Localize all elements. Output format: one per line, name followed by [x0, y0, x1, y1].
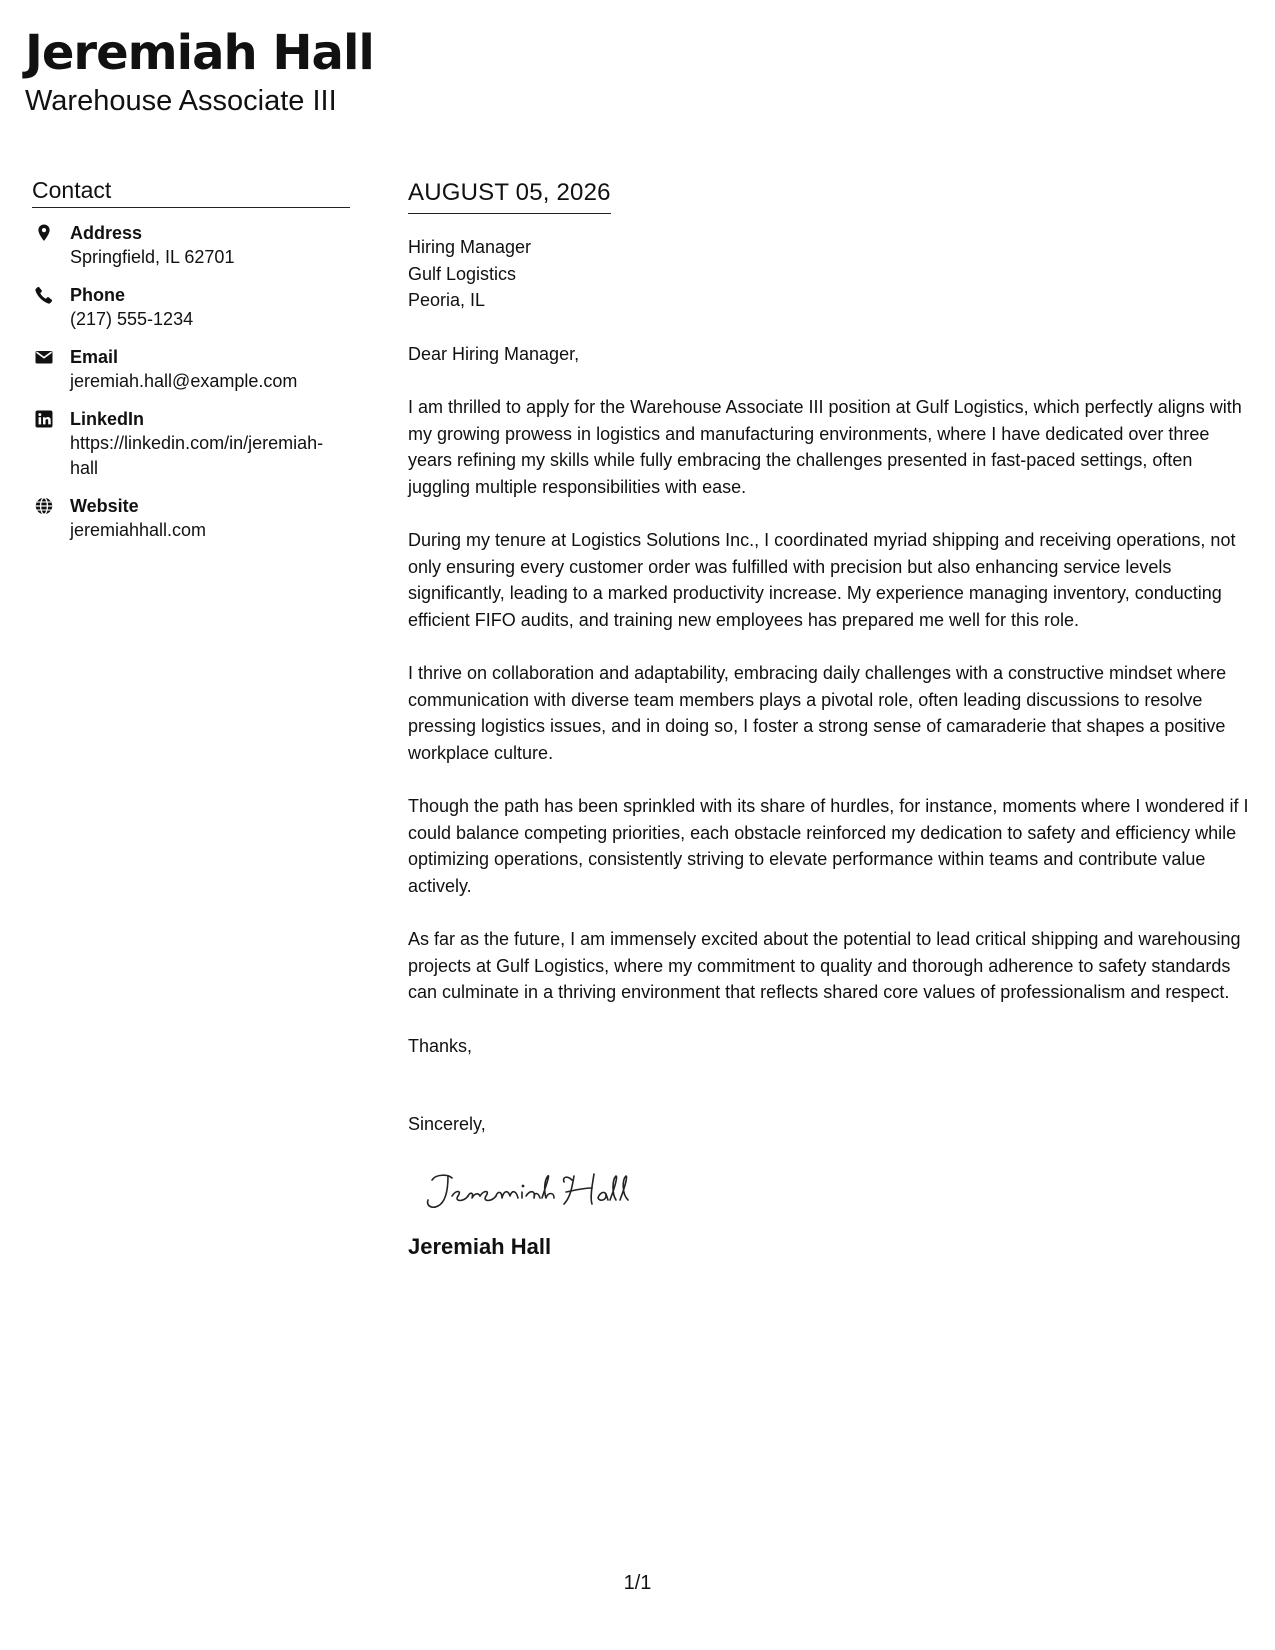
signer-name: Jeremiah Hall [408, 1233, 552, 1259]
letter-paragraph: As far as the future, I am immensely excited about the potential to lead critical shipping and warehousing projects at Gulf Logistics, where my commitment to quality and thorough adherence to safety standards can culminate in a thriving environment that reflects shared core values of professionalism and respect. [408, 929, 1241, 1002]
recipient-location: Peoria, IL [408, 290, 486, 310]
recipient-block [408, 234, 1253, 314]
phone-icon [34, 285, 54, 305]
applicant-role: Warehouse Associate III [25, 85, 337, 117]
map-pin-icon [34, 223, 54, 243]
contact-label: Phone [70, 285, 126, 305]
contact-label: Website [70, 496, 139, 516]
resume-header [25, 22, 374, 118]
letter-greeting: Dear Hiring Manager, [408, 343, 580, 364]
contact-email [32, 345, 350, 394]
applicant-name: Jeremiah Hall [25, 25, 374, 81]
contact-value: jeremiah.hall@example.com [70, 371, 298, 391]
contact-label: Address [70, 223, 143, 243]
recipient-title: Hiring Manager [408, 237, 532, 257]
recipient-company: Gulf Logistics [408, 263, 517, 284]
handwritten-signature [422, 1166, 672, 1216]
contact-label: LinkedIn [70, 409, 145, 429]
letter-closing: Thanks, [408, 1035, 473, 1056]
contact-label: Email [70, 347, 119, 367]
letter-date: AUGUST 05, 2026 [408, 177, 611, 214]
contact-linkedin [32, 407, 350, 481]
envelope-icon [34, 347, 54, 367]
letter-paragraph: I thrive on collaboration and adaptability, embracing daily challenges with a constructive mindset where communication with diverse team members plays a pivotal role, often leading discussions to resolve pressing logistics issues, and in doing so, I foster a strong sense of camaraderie that shapes a positive workplace culture. [408, 663, 1227, 763]
contact-sidebar [32, 176, 350, 543]
contact-phone [32, 283, 350, 332]
letter-paragraph: During my tenure at Logistics Solutions Inc., I coordinated myriad shipping and receiving operations, not only ensuring every customer order was fulfilled with precision but also enhancing service levels significantly, leading to a marked productivity increase. My experience managing inventory, conducting efficient FIFO audits, and training new employees has prepared me well for this role. [408, 530, 1236, 630]
contact-value: Springfield, IL 62701 [70, 247, 235, 267]
contact-value: https://linkedin.com/in/jeremiah-hall [70, 433, 324, 478]
contact-heading: Contact [32, 176, 350, 208]
letter-paragraph: Though the path has been sprinkled with its share of hurdles, for instance, moments where I wondered if I could balance competing priorities, each obstacle reinforced my dedication to safety and efficiency while optimizing operations, consistently striving to elevate performance within teams and contribute value actively. [408, 796, 1249, 896]
contact-address [32, 221, 350, 270]
letter-signoff: Sincerely, [408, 1114, 486, 1134]
letter-paragraph: I am thrilled to apply for the Warehouse Associate III position at Gulf Logistics, which perfectly aligns with my growing prowess in logistics and manufacturing environments, where I have dedicated over three years refining my skills while fully embracing the challenges presented in fast-paced settings, often juggling multiple responsibilities with ease. [408, 397, 1242, 497]
linkedin-icon [34, 409, 54, 429]
contact-value: jeremiahhall.com [70, 520, 207, 540]
cover-letter [408, 177, 1253, 1261]
globe-icon [34, 496, 54, 516]
contact-value: (217) 555-1234 [70, 309, 194, 329]
page-number: 1/1 [623, 1572, 652, 1594]
contact-website [32, 494, 350, 543]
